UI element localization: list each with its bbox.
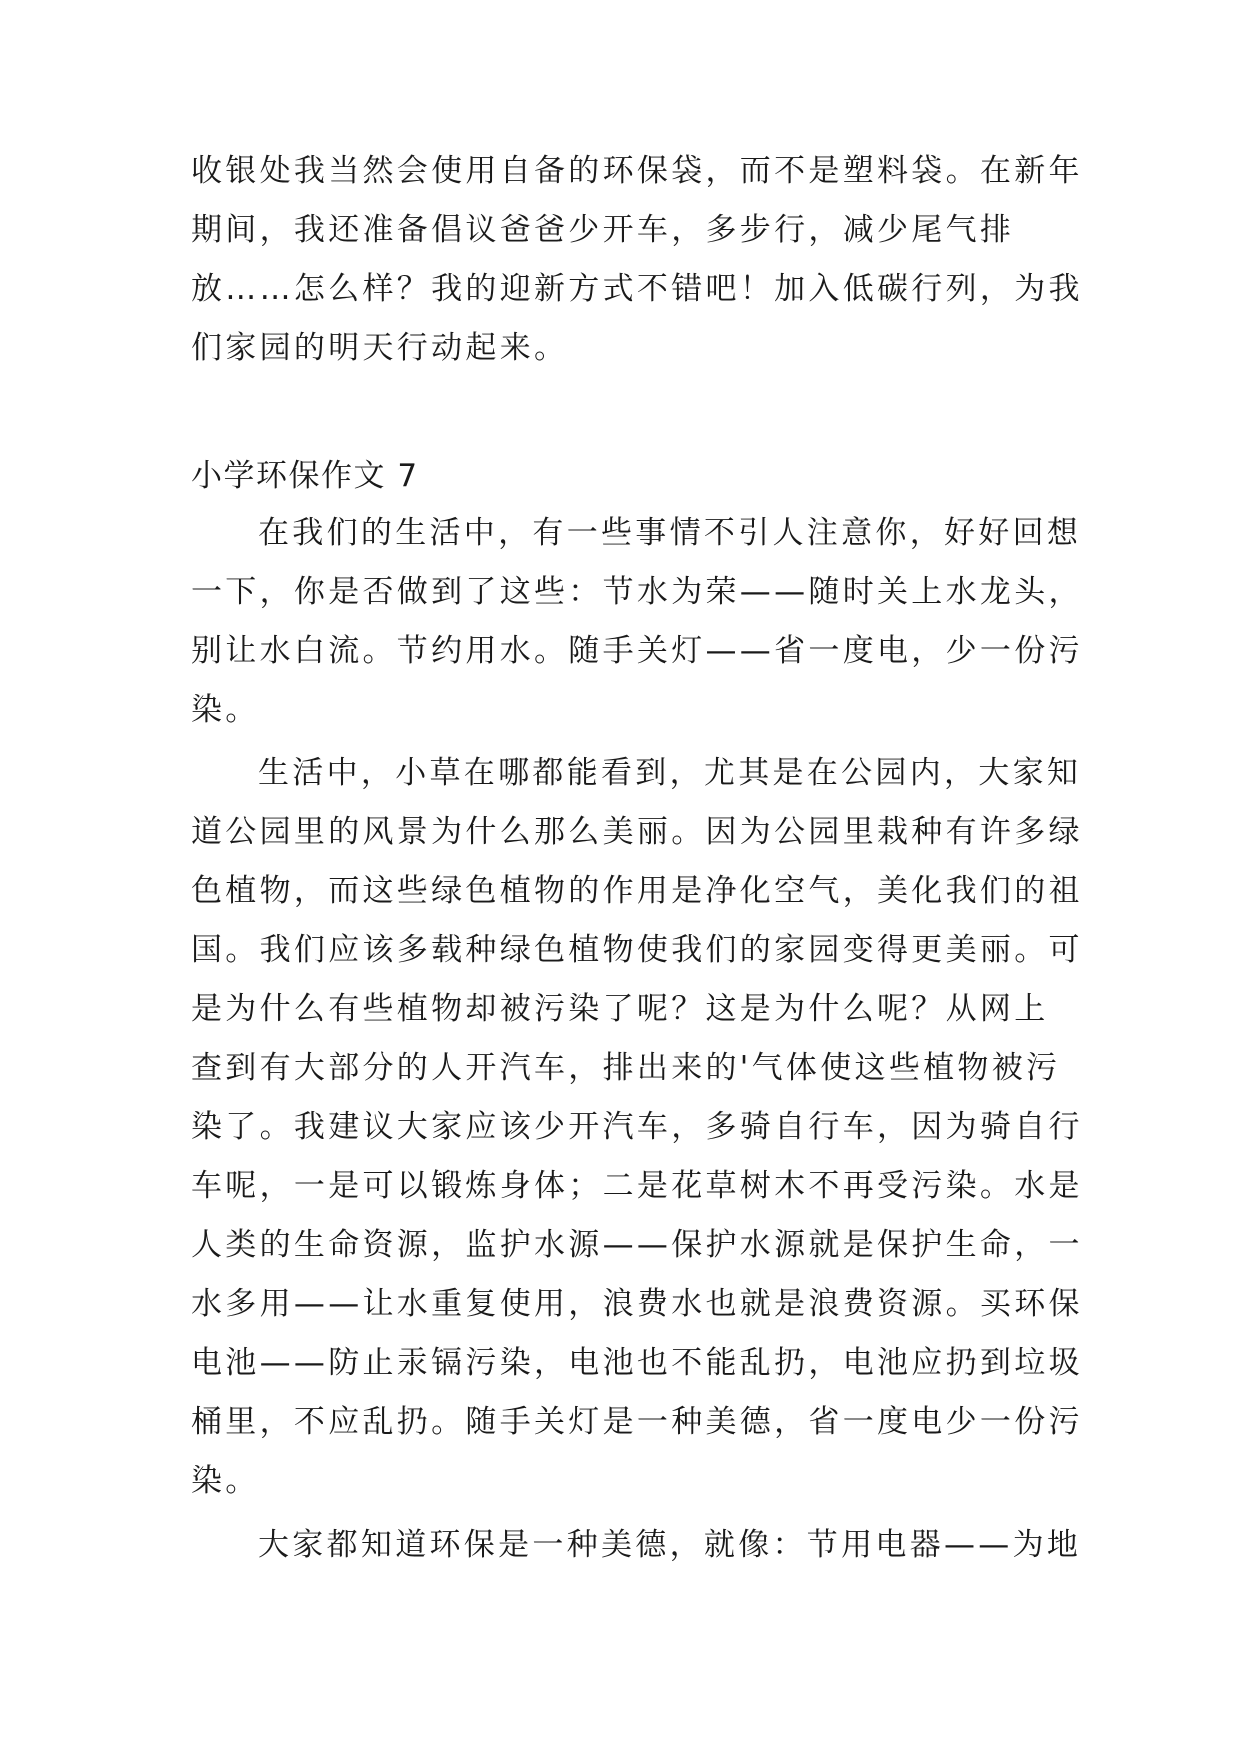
text-line: 国。我们应该多载种绿色植物使我们的家园变得更美丽。可: [191, 932, 1083, 968]
section-heading: 小学环保作文 7: [191, 458, 419, 494]
text-line: 大家都知道环保是一种美德，就像：节用电器——为地: [258, 1527, 1082, 1563]
text-line: 查到有大部分的人开汽车，排出来的'气体使这些植物被污: [191, 1050, 1061, 1086]
intro-paragraph: [191, 142, 1083, 378]
text-line: 电池——防止汞镉污染，电池也不能乱扔，电池应扔到垃圾: [191, 1345, 1083, 1381]
text-line: 车呢，一是可以锻炼身体；二是花草树木不再受污染。水是: [191, 1168, 1083, 1204]
text-line: 染。: [191, 1463, 260, 1499]
text-line: 色植物，而这些绿色植物的作用是净化空气，美化我们的祖: [191, 873, 1083, 909]
text-line: 别让水白流。节约用水。随手关灯——省一度电，少一份污: [191, 633, 1083, 669]
text-line: 染了。我建议大家应该少开汽车，多骑自行车，因为骑自行: [191, 1109, 1083, 1145]
paragraph-1: [191, 504, 1083, 740]
text-line: 道公园里的风景为什么那么美丽。因为公园里栽种有许多绿: [191, 814, 1083, 850]
text-line: 桶里，不应乱扔。随手关灯是一种美德，省一度电少一份污: [191, 1404, 1083, 1440]
text-line: 染。: [191, 692, 260, 728]
text-line: 收银处我当然会使用自备的环保袋，而不是塑料袋。在新年: [191, 153, 1083, 189]
text-line: 是为什么有些植物却被污染了呢？这是为什么呢？从网上: [191, 991, 1049, 1027]
text-line: 放……怎么样？我的迎新方式不错吧！加入低碳行列，为我: [191, 271, 1083, 307]
text-line: 生活中，小草在哪都能看到，尤其是在公园内，大家知: [258, 755, 1082, 791]
text-line: 水多用——让水重复使用，浪费水也就是浪费资源。买环保: [191, 1286, 1083, 1322]
paragraph-2: [191, 744, 1083, 1511]
text-line: 一下，你是否做到了这些：节水为荣——随时关上水龙头，: [191, 574, 1083, 610]
text-line: 在我们的生活中，有一些事情不引人注意你，好好回想: [258, 515, 1082, 551]
text-line: 期间，我还准备倡议爸爸少开车，多步行，减少尾气排: [191, 212, 1015, 248]
text-line: 们家园的明天行动起来。: [191, 330, 569, 366]
paragraph-3: [191, 1516, 1082, 1575]
text-line: 人类的生命资源，监护水源——保护水源就是保护生命，一: [191, 1227, 1083, 1263]
